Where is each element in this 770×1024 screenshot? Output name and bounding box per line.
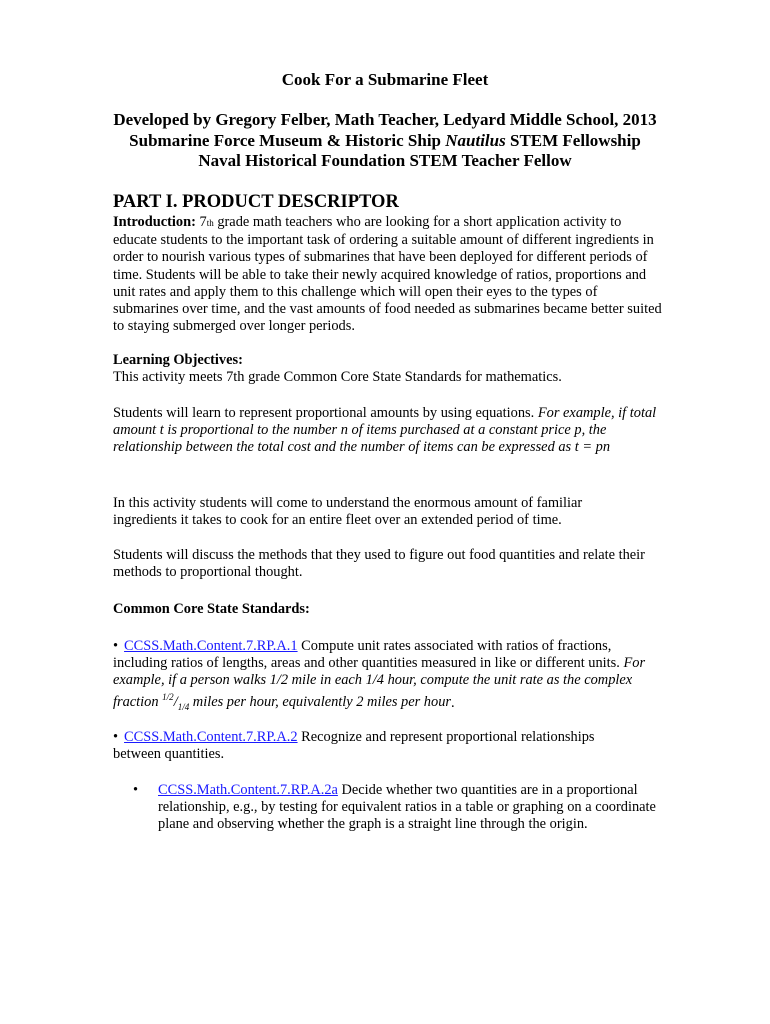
fellowship-line-end: STEM Fellowship — [505, 130, 641, 150]
author-line: Developed by Gregory Felber, Math Teacher, Ledyard Middle School, 2013 — [113, 110, 657, 129]
grade-number: 7 — [195, 214, 207, 230]
bullet-icon: • — [113, 638, 119, 654]
document-title: Cook For a Submarine Fleet — [281, 70, 489, 89]
example-start: For example, if a person walks 1/2 mile in each 1/4 hour, compute the unit rate as the complex fraction — [113, 655, 646, 711]
fraction-numerator: 1/2 — [162, 692, 174, 703]
learning-objectives — [113, 352, 663, 386]
standard-text: Compute unit rates associated with ratios of fractions, including ratios of lengths, areas and other quantities measured in like or different units. — [113, 638, 624, 672]
foundation-line: Naval Historical Foundation STEM Teacher Fellow — [198, 151, 572, 170]
bullet-icon: • — [113, 729, 119, 745]
introduction-paragraph — [113, 214, 663, 335]
standard-item — [113, 729, 633, 763]
part-heading: PART I. PRODUCT DESCRIPTOR — [113, 192, 399, 212]
author-header — [0, 110, 770, 172]
students-learn-text: Students will learn to represent proportional amounts by using equations. — [113, 405, 538, 421]
ccss-heading: Common Core State Standards: — [113, 601, 310, 617]
standard-text: Recognize and represent proportional relationships between quantities. — [113, 729, 595, 763]
students-learn-example: For example, if total amount t is proportional to the number n of items purchased at a constant price p, the relationship between the total cost and the number of items can be expressed as t = pn — [113, 405, 657, 456]
activity-paragraph: In this activity students will come to understand the enormous amount of familiar ingredients it takes to cook for an entire fleet over an extended period of time. — [113, 495, 583, 529]
introduction-label: Introduction: — [113, 214, 196, 230]
standard-link[interactable]: CCSS.Math.Content.7.RP.A.2a — [158, 782, 338, 798]
example-end: miles per hour, equivalently 2 miles per hour — [189, 694, 451, 711]
standard-body — [158, 782, 673, 834]
bullet-icon: • — [133, 782, 139, 798]
fellowship-line — [0, 131, 770, 152]
standard-item — [113, 782, 673, 834]
grade-suffix: th — [206, 218, 214, 228]
standard-link[interactable]: CCSS.Math.Content.7.RP.A.1 — [124, 638, 298, 654]
standard-period: . — [451, 694, 455, 711]
introduction-text: grade math teachers who are looking for a short application activity to educate students to the important task of ordering a suitable amount of different ingredients in order to nourish various types of submarines that have been deployed for different periods of time. Students will be able to take their newly acquired knowledge of ratios, proportions and unit rates and apply them to this challenge which will open their eyes to the types of submarines over time, and the vast amounts of food needed as submarines became better suited to staying submerged over longer periods. — [113, 214, 662, 335]
discuss-paragraph: Students will discuss the methods that they used to figure out food quantities and relate their methods to proportional thought. — [113, 547, 645, 581]
standard-link[interactable]: CCSS.Math.Content.7.RP.A.2 — [124, 729, 298, 745]
objectives-label: Learning Objectives: — [113, 352, 243, 368]
ship-name: Nautilus — [445, 130, 506, 150]
fellowship-line-start: Submarine Force Museum & Historic Ship — [129, 130, 446, 150]
fraction-slash: / — [173, 694, 178, 711]
standard-item — [113, 638, 653, 716]
students-learn-paragraph — [113, 405, 668, 457]
standard-text: Decide whether two quantities are in a proportional relationship, e.g., by testing for equivalent ratios in a table or graphing on a coordinate plane and observing whether the graph is a straight line through the origin. — [158, 782, 656, 833]
fraction-denominator: 1/4 — [177, 702, 190, 713]
objectives-text: This activity meets 7th grade Common Core State Standards for mathematics. — [113, 369, 562, 386]
